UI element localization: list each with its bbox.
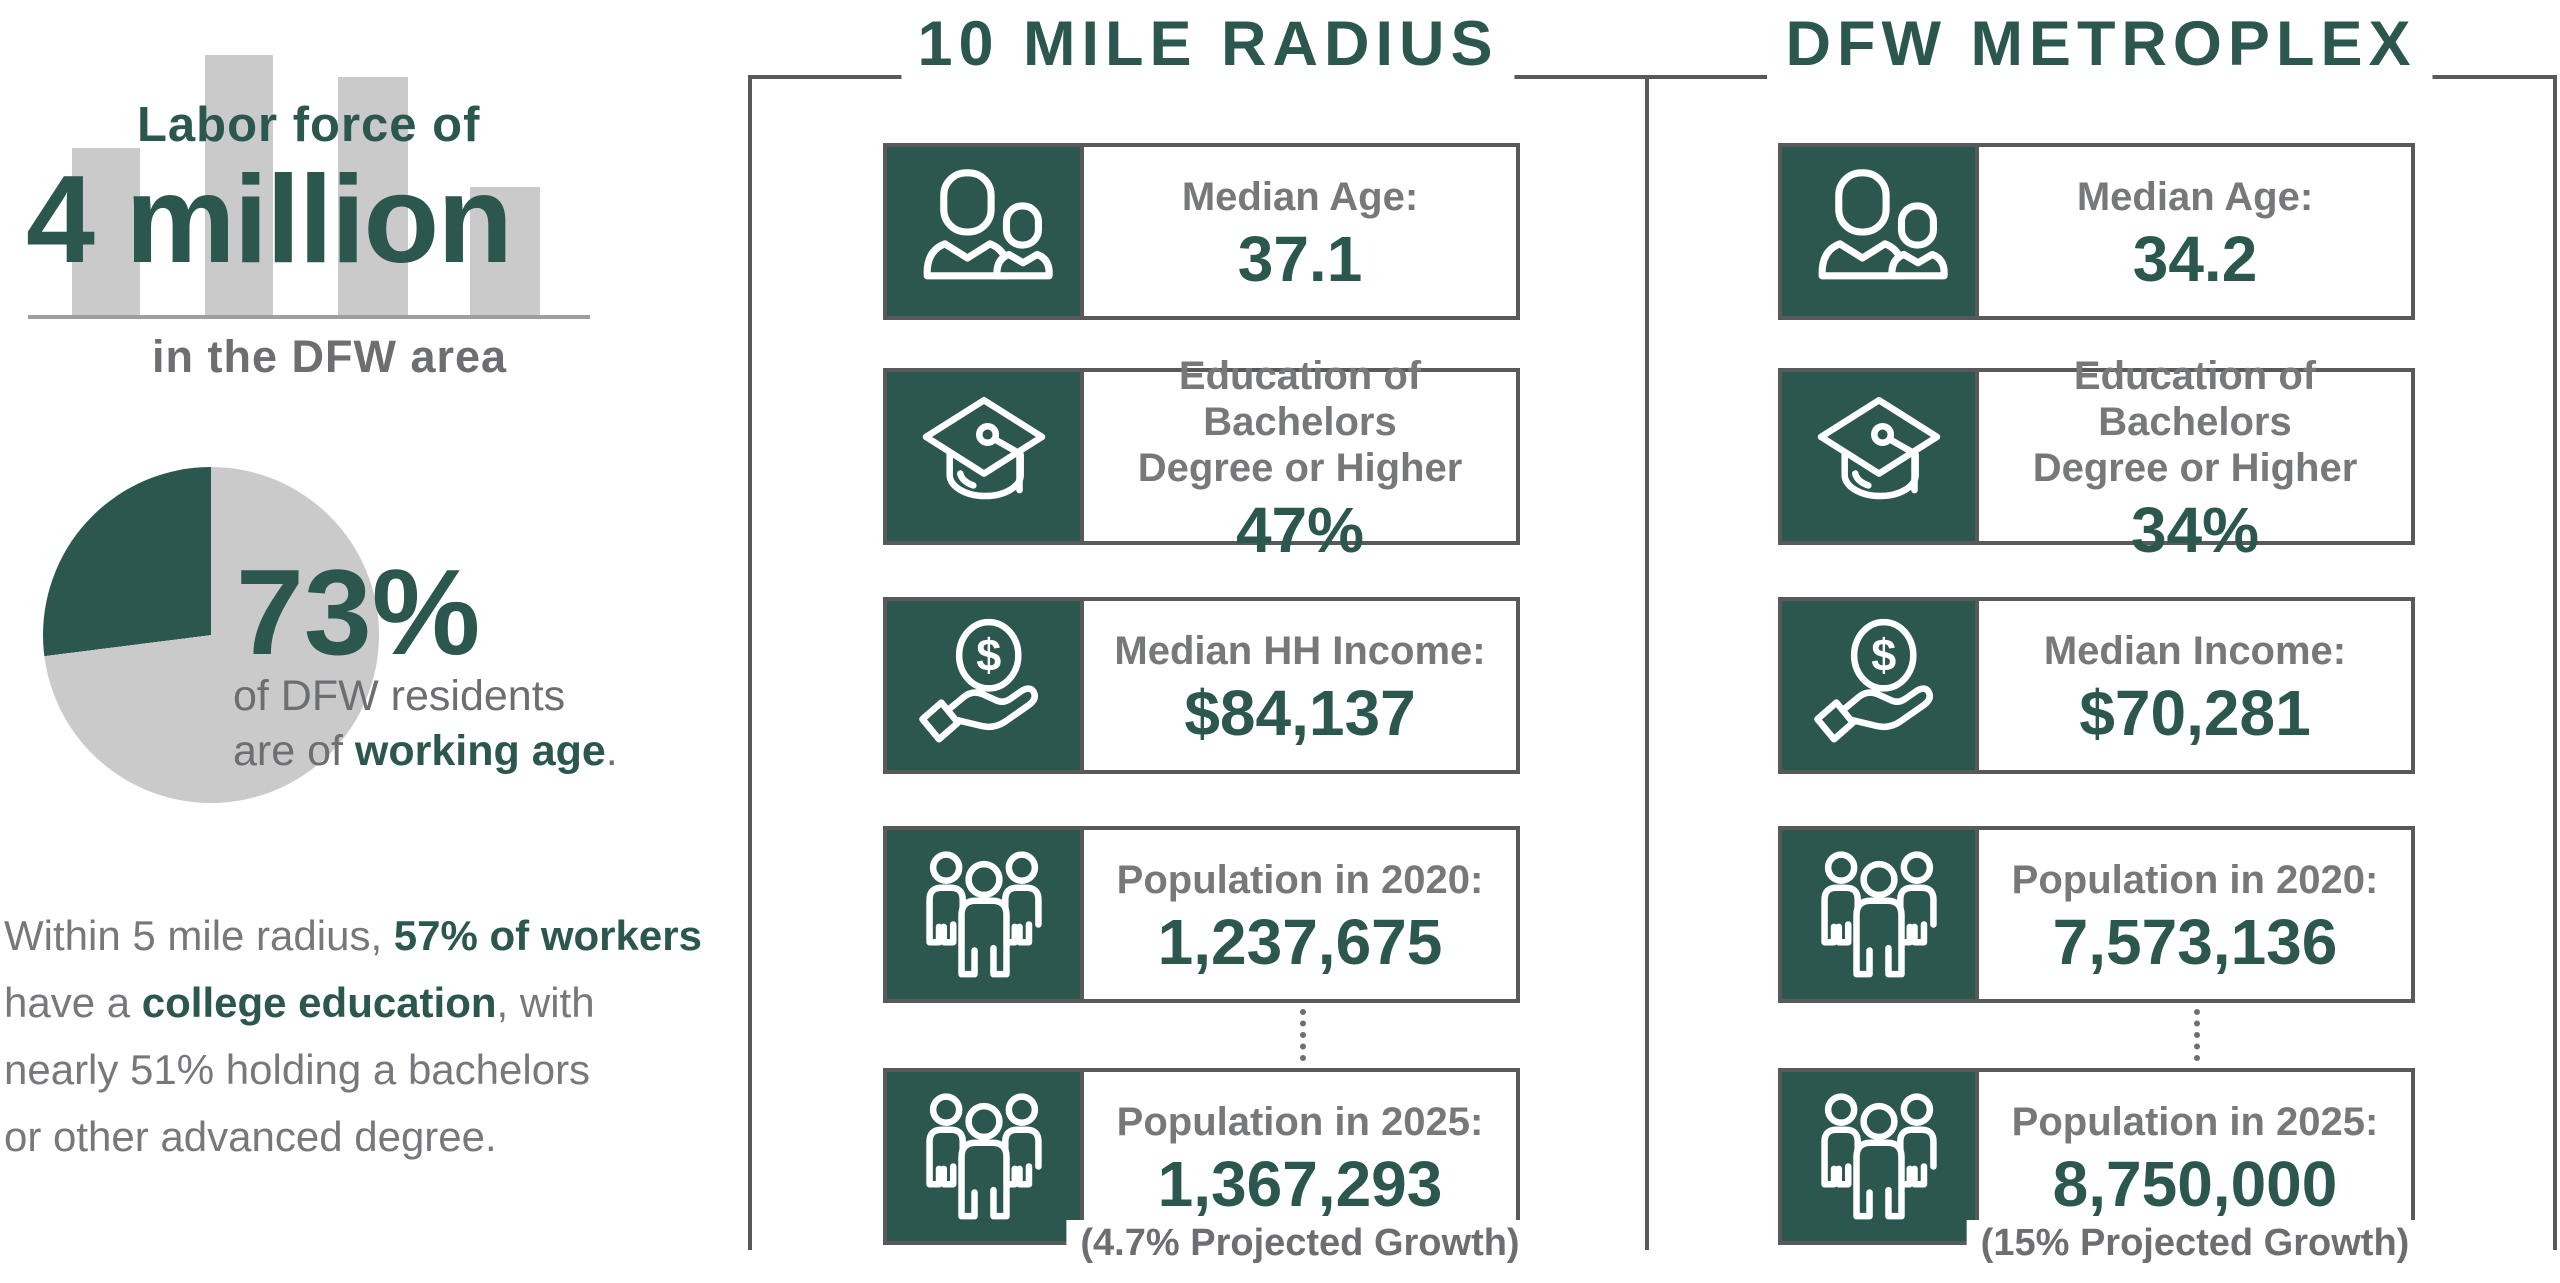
stat-value: $84,137 — [1184, 676, 1416, 749]
bracket-vertical-left — [748, 77, 752, 1250]
stat-box-population-2020-10mi — [883, 826, 1520, 1003]
pie-caption-line2-suffix: . — [605, 727, 618, 775]
bar-chart-baseline — [28, 315, 590, 319]
paragraph-text: Within 5 mile radius, — [4, 912, 394, 959]
education-paragraph — [4, 902, 704, 1170]
stat-label: Median Age: — [2076, 174, 2314, 219]
stat-label — [1084, 353, 1516, 491]
stat-label: Median Age: — [1181, 174, 1419, 219]
stat-label-line2: Degree or Higher — [2032, 445, 2358, 490]
paragraph-text: have a — [4, 979, 142, 1026]
pie-caption-line2-bold: working age — [354, 727, 606, 775]
stat-box-median-age-dfw — [1778, 143, 2415, 320]
stat-value: 37.1 — [1237, 222, 1363, 295]
stat-box-income-10mi — [883, 597, 1520, 774]
bracket-line-middle — [1513, 75, 1767, 79]
stat-value: 47% — [1235, 493, 1365, 566]
pie-value-label: 73% — [236, 544, 481, 680]
stat-label: Population in 2020: — [1116, 857, 1484, 902]
stat-box-population-2020-dfw — [1778, 826, 2415, 1003]
paragraph-line-4 — [4, 1103, 704, 1170]
projected-growth-footnote: (15% Projected Growth) — [1967, 1220, 2424, 1266]
stat-box-income-dfw — [1778, 597, 2415, 774]
graduation-cap-icon — [887, 372, 1084, 541]
column-title-10-mile-radius: 10 MILE RADIUS — [901, 8, 1514, 80]
paragraph-highlight: college education — [141, 979, 497, 1026]
stat-value: 34% — [2130, 493, 2260, 566]
stat-value: $70,281 — [2079, 676, 2311, 749]
stat-box-text — [1979, 601, 2411, 770]
stat-label: Population in 2020: — [2011, 857, 2379, 902]
labor-force-caption: in the DFW area — [152, 331, 508, 382]
pie-caption-line2-prefix: are of — [233, 727, 355, 775]
stat-box-text — [1084, 830, 1516, 999]
stat-box-median-age-10mi — [883, 143, 1520, 320]
stat-box-population-2025-10mi — [883, 1068, 1520, 1264]
stat-box-text — [1979, 147, 2411, 316]
population-group-icon — [1782, 1072, 1979, 1241]
stat-label — [1979, 353, 2411, 491]
paragraph-text: , with — [496, 979, 595, 1026]
stat-box-text — [1979, 1072, 2411, 1264]
bracket-vertical-divider — [1645, 77, 1649, 1250]
column-title-dfw-metroplex: DFW METROPLEX — [1770, 8, 2433, 80]
stat-value: 8,750,000 — [2052, 1147, 2338, 1220]
stat-value: 34.2 — [2132, 222, 2258, 295]
stat-label: Median HH Income: — [1114, 628, 1486, 673]
stat-box-text — [1084, 353, 1516, 566]
paragraph-line-2 — [4, 969, 704, 1036]
stat-label: Population in 2025: — [1116, 1099, 1484, 1144]
hand-coin-icon — [887, 601, 1084, 770]
stat-label: Population in 2025: — [2011, 1099, 2379, 1144]
population-group-icon — [1782, 830, 1979, 999]
stat-box-population-2025-dfw — [1778, 1068, 2415, 1264]
people-pair-icon — [1782, 147, 1979, 316]
stat-box-text — [1084, 601, 1516, 770]
stat-box-education-10mi — [883, 353, 1520, 566]
bracket-vertical-right — [2553, 77, 2557, 1250]
dotted-connector — [2194, 1009, 2200, 1061]
pie-caption-line1: of DFW residents — [233, 672, 566, 720]
graduation-cap-icon — [1782, 372, 1979, 541]
paragraph-text: or other advanced degree. — [4, 1113, 497, 1160]
labor-force-heading: Labor force of — [137, 98, 481, 152]
population-group-icon — [887, 830, 1084, 999]
stat-label-line2: Degree or Higher — [1137, 445, 1463, 490]
paragraph-text: nearly 51% holding a bachelors — [4, 1046, 591, 1093]
labor-force-value: 4 million — [26, 151, 511, 289]
hand-coin-icon — [1782, 601, 1979, 770]
stat-box-text — [1080, 1072, 1520, 1264]
bracket-line-right — [2432, 75, 2557, 79]
people-pair-icon — [887, 147, 1084, 316]
stat-label-line1: Education of Bachelors — [1178, 353, 1422, 444]
population-group-icon — [887, 1072, 1084, 1241]
stat-value: 1,367,293 — [1157, 1147, 1443, 1220]
stat-value: 1,237,675 — [1157, 905, 1443, 978]
stat-label-line1: Education of Bachelors — [2073, 353, 2317, 444]
projected-growth-footnote: (4.7% Projected Growth) — [1066, 1220, 1533, 1266]
stat-label: Median Income: — [2043, 628, 2347, 673]
dotted-connector — [1300, 1009, 1306, 1061]
paragraph-line-1 — [4, 902, 704, 969]
stat-box-education-dfw — [1778, 353, 2415, 566]
stat-box-text — [1084, 147, 1516, 316]
bracket-line-left — [748, 75, 905, 79]
paragraph-line-3 — [4, 1036, 704, 1103]
stat-value: 7,573,136 — [2052, 905, 2338, 978]
paragraph-highlight: 57% of workers — [393, 912, 702, 959]
pie-caption-line2 — [233, 727, 618, 776]
stat-box-text — [1979, 353, 2411, 566]
stat-box-text — [1979, 830, 2411, 999]
